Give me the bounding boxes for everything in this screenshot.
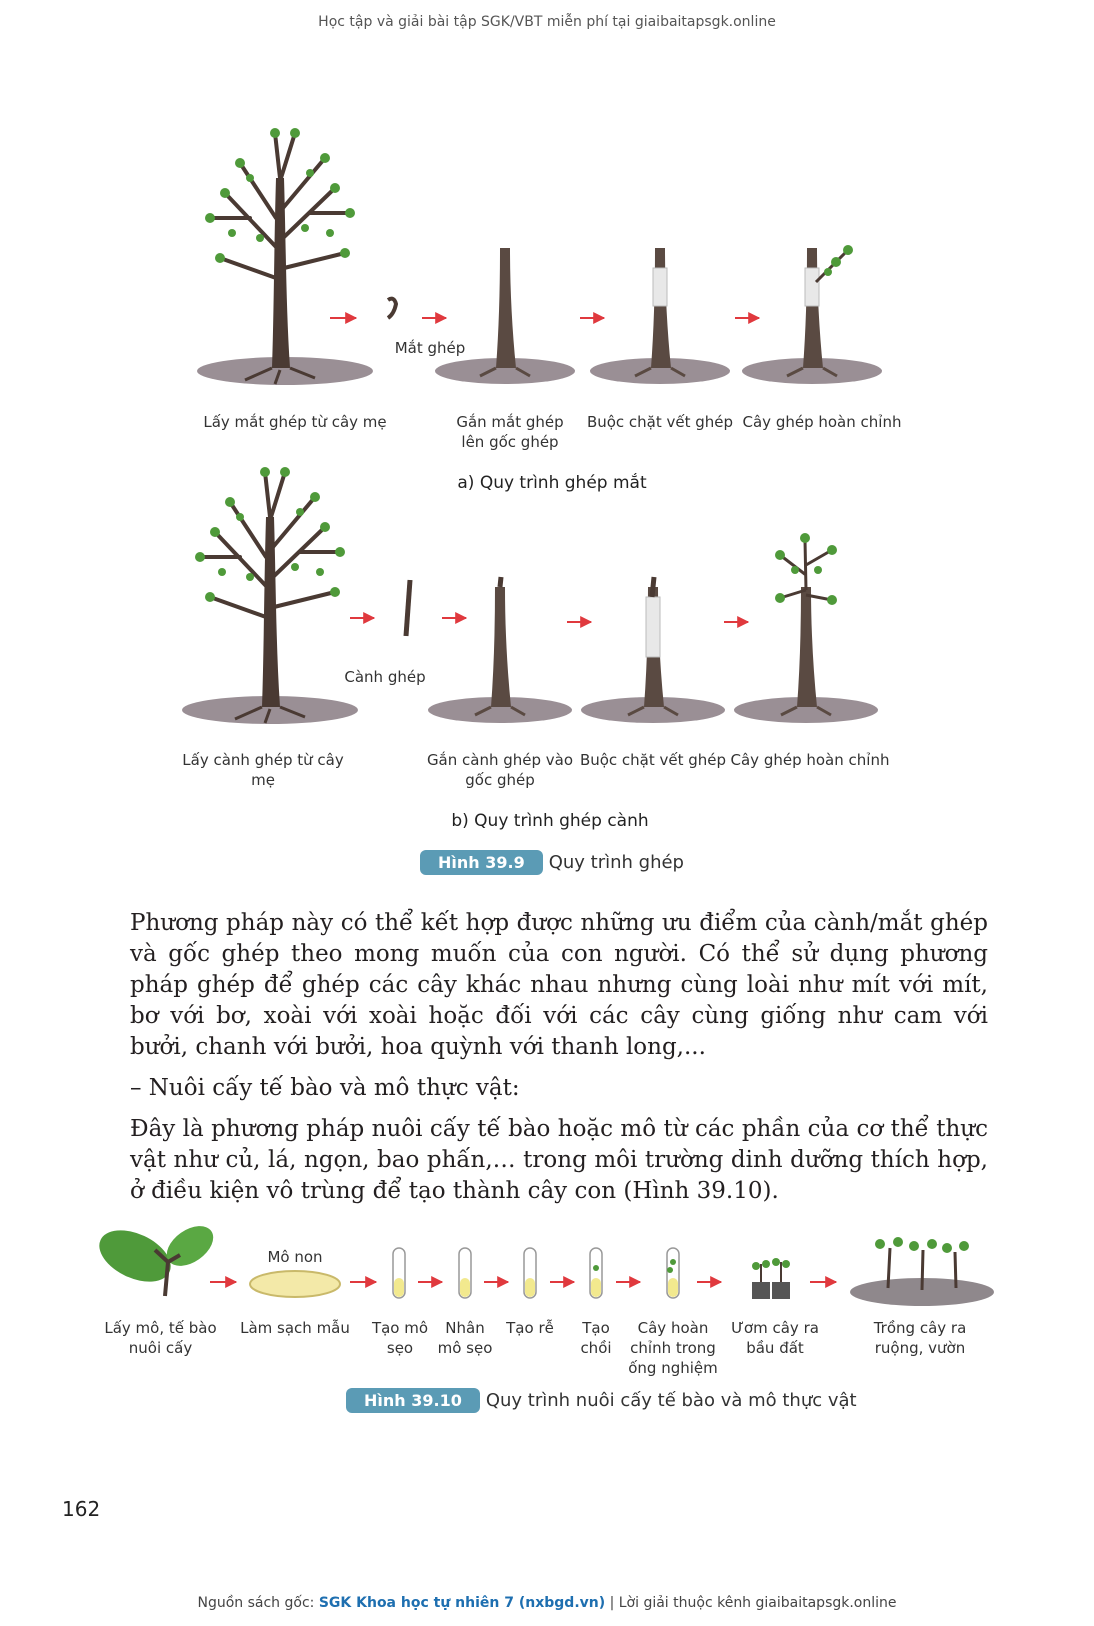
tc-step3-line1: Tạo mô <box>371 1319 429 1337</box>
tc-step8 <box>725 1318 825 1358</box>
paragraph-tissue-culture: Đây là phương pháp nuôi cấy tế bào hoặc mô từ các phần của cơ thể thực vật như củ, lá, ngọn, bao phấn,… trong môi trường dinh dưỡng thích hợp, ở điều kiện vô trùng để tạo thành cây con (Hình 39.10). <box>130 1116 988 1204</box>
tc-step6-line2: chồi <box>580 1339 612 1357</box>
fig-b-step1: Lấy cành ghép từ cây mẹ <box>182 751 344 789</box>
fig-a-step1: Lấy mắt ghép từ cây mẹ <box>203 413 387 431</box>
bud-label: Mắt ghép <box>394 339 466 357</box>
fig-a-step2-line1: Gắn mắt ghép <box>456 413 564 431</box>
figure-39-9-title: Quy trình ghép <box>548 852 684 873</box>
fig-b-step2 <box>425 750 575 790</box>
tc-step7-line3: ống nghiệm <box>628 1359 718 1377</box>
tc-step6-line1: Tạo <box>582 1319 610 1337</box>
tc-step3-line2: sẹo <box>386 1339 414 1357</box>
paragraph-grafting: Phương pháp này có thể kết hợp được những ưu điểm của cành/mắt ghép và gốc ghép theo mong muốn của con người. Có thể sử dụng phương pháp ghép để ghép các cây khác nhau nhưng cùng loài như mít với mít, bơ với bơ, xoài với xoài hoặc đối với các cây cùng giống như cam với bưởi, chanh với bưởi, hoa quỳnh với thanh long,... <box>130 910 988 1060</box>
bullet-tissue-culture: – Nuôi cấy tế bào và mô thực vật: <box>130 1075 520 1101</box>
footer-source-link[interactable]: SGK Khoa học tự nhiên 7 (nxbgd.vn) <box>318 1595 606 1611</box>
fig-b-caption: b) Quy trình ghép cành <box>451 811 649 831</box>
tc-step1-line1: Lấy mô, tế bào <box>104 1319 217 1337</box>
leaf-illustration <box>91 1218 220 1296</box>
tc-step8-line1: Ươm cây ra <box>731 1319 819 1337</box>
figure-39-9-badge: Hình 39.9 <box>420 850 543 875</box>
tc-step1-line2: nuôi cấy <box>128 1339 193 1357</box>
tc-step9-line1: Trồng cây ra <box>873 1319 967 1337</box>
seedling-pots <box>752 1258 790 1299</box>
tc-step5: Tạo rễ <box>506 1319 554 1337</box>
footer-suffix: | Lời giải thuộc kênh giaibaitapsgk.online <box>605 1595 897 1611</box>
fig-a-step4: Cây ghép hoàn chỉnh <box>742 413 902 431</box>
figure-39-10-badge: Hình 39.10 <box>346 1388 480 1413</box>
fig-b-step2-line2: gốc ghép <box>465 771 535 789</box>
tc-step4-line1: Nhân <box>445 1319 485 1337</box>
tc-step6 <box>568 1318 624 1358</box>
fig-b-step3: Buộc chặt vết ghép <box>579 751 727 769</box>
page-number: 162 <box>62 1497 101 1521</box>
tc-step9-line2: ruộng, vườn <box>874 1339 966 1357</box>
tc-step2: Làm sạch mẫu <box>240 1319 350 1337</box>
fig-a-step3: Buộc chặt vết ghép <box>586 413 734 431</box>
footer-prefix: Nguồn sách gốc: <box>197 1595 319 1611</box>
fig-b-step2-line1: Gắn cành ghép vào <box>426 751 574 769</box>
page-footer <box>0 1595 1094 1611</box>
tc-step3 <box>365 1318 435 1358</box>
young-tissue-label: Mô non <box>267 1248 323 1266</box>
figure-39-9-caption <box>420 850 684 875</box>
tc-step1 <box>98 1318 223 1358</box>
fig-a-step2-line2: lên gốc ghép <box>461 433 559 451</box>
figure-39-10-caption <box>346 1388 857 1413</box>
fig-b-step4: Cây ghép hoàn chỉnh <box>730 751 890 769</box>
page-header: Học tập và giải bài tập SGK/VBT miễn phí tại giaibaitapsgk.online <box>318 14 776 30</box>
tc-step7-line1: Cây hoàn <box>637 1319 709 1337</box>
scion-label: Cành ghép <box>344 668 426 686</box>
figure-39-10-title: Quy trình nuôi cấy tế bào và mô thực vật <box>485 1390 857 1411</box>
fig-a-caption: a) Quy trình ghép mắt <box>457 473 647 493</box>
fig-a-step2 <box>445 412 575 452</box>
tc-step4 <box>430 1318 500 1358</box>
tc-step7-line2: chỉnh trong <box>630 1339 716 1357</box>
tc-step7 <box>625 1318 721 1378</box>
tc-step9 <box>860 1318 980 1358</box>
tc-step8-line2: bầu đất <box>746 1339 804 1357</box>
tc-step4-line2: mô sẹo <box>437 1339 493 1357</box>
